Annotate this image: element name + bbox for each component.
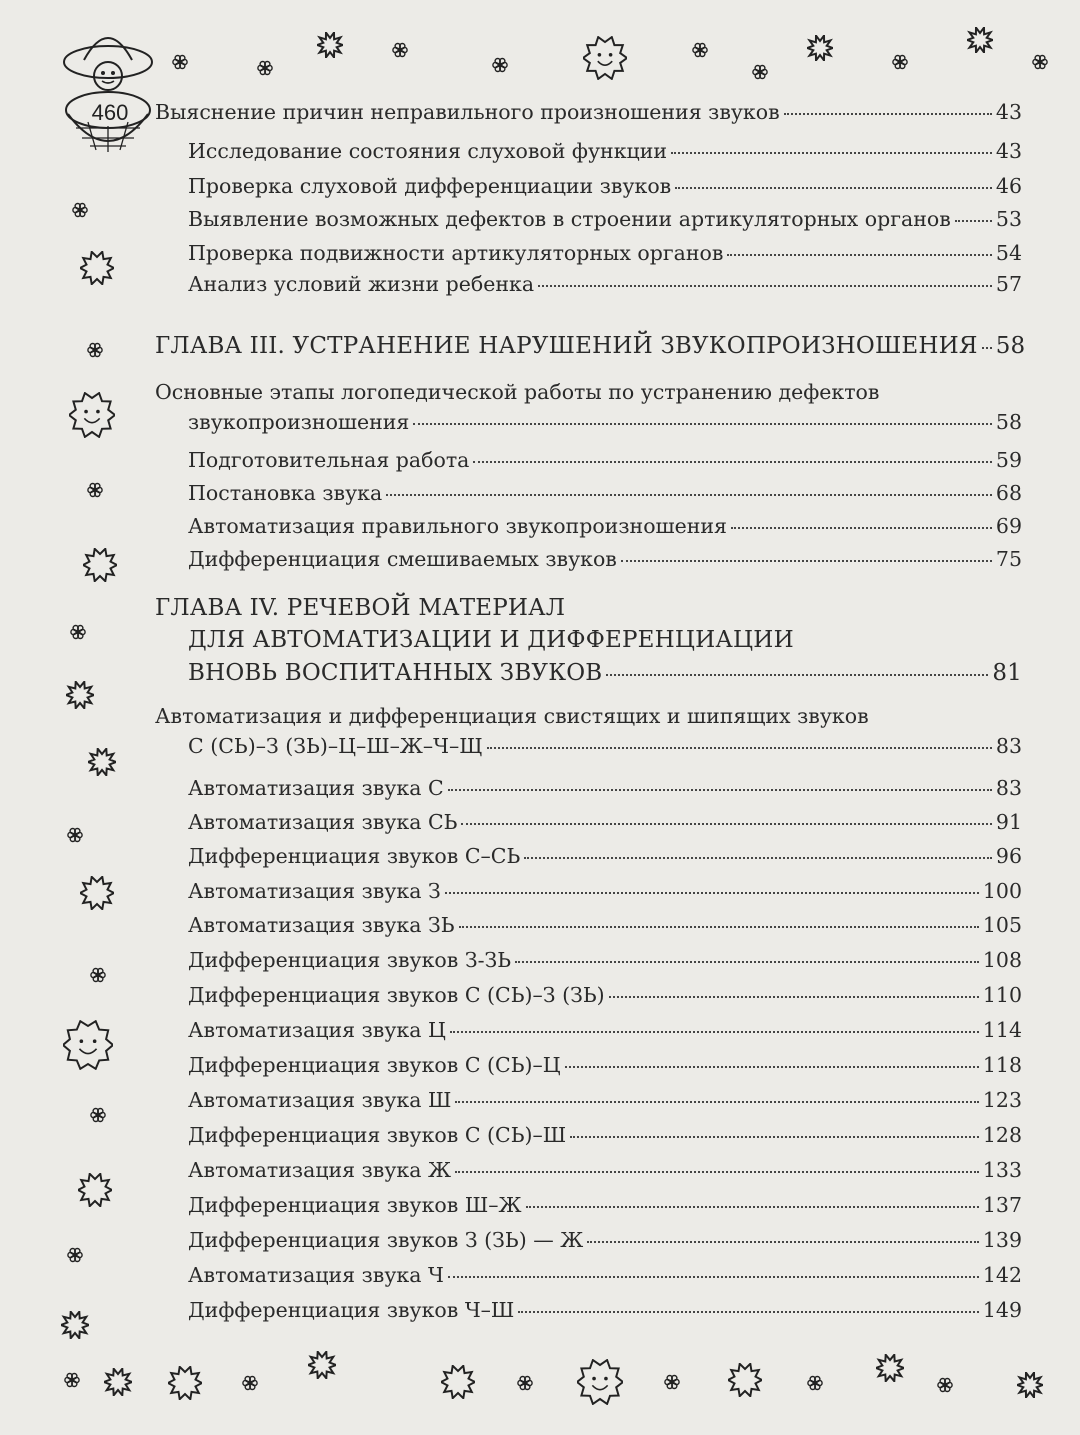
dot-leader <box>565 1066 979 1068</box>
dot-leader <box>784 113 992 115</box>
dot-leader <box>727 254 992 256</box>
dot-leader <box>675 187 992 189</box>
dot-leader <box>606 674 988 676</box>
toc-entry-title: Дифференциация звуков С (СЬ)–Ц <box>188 1052 561 1077</box>
dot-leader <box>455 1171 979 1173</box>
toc-entry-row[interactable] <box>188 1017 1022 1042</box>
dot-leader <box>386 494 992 496</box>
toc-entry-text: Автоматизация и дифференциация свистящих и шипящих звуков <box>155 703 869 728</box>
toc-entry-text: ГЛАВА IV. РЕЧЕВОЙ МАТЕРИАЛ <box>155 595 566 621</box>
toc-entry-title: Автоматизация звука Ц <box>188 1017 446 1042</box>
toc-entry-row[interactable] <box>188 173 1022 198</box>
dot-leader <box>982 347 992 349</box>
toc-page-number: 69 <box>995 513 1022 538</box>
toc-page-number: 110 <box>982 982 1022 1007</box>
dot-leader <box>955 220 992 222</box>
toc-page-number: 43 <box>995 99 1022 124</box>
toc-entry-row[interactable] <box>155 99 1022 124</box>
dot-leader <box>445 892 979 894</box>
toc-entry-row[interactable] <box>188 138 1022 163</box>
toc-page-number: 105 <box>982 912 1022 937</box>
toc-entry-row[interactable] <box>188 480 1022 505</box>
toc-entry-row[interactable] <box>188 775 1022 800</box>
page-number: 460 <box>91 100 129 125</box>
toc-entry-title: Выяснение причин неправильного произношения звуков <box>155 99 780 124</box>
toc-entry-title: Дифференциация звуков Ш–Ж <box>188 1192 522 1217</box>
toc-entry-row[interactable] <box>188 809 1022 834</box>
toc-page-number: 142 <box>982 1262 1022 1287</box>
toc-page-number: 43 <box>995 138 1022 163</box>
toc-entry-row[interactable] <box>188 843 1022 868</box>
dot-leader <box>473 461 992 463</box>
toc-entry-title: Выявление возможных дефектов в строении артикуляторных органов <box>188 206 951 231</box>
toc-entry-row[interactable] <box>188 206 1022 231</box>
toc-entry-title: Автоматизация звука Ж <box>188 1157 451 1182</box>
toc-entry-row[interactable] <box>188 1087 1022 1112</box>
dot-leader <box>413 423 992 425</box>
toc-entry-title: ГЛАВА III. УСТРАНЕНИЕ НАРУШЕНИЙ ЗВУКОПРОИЗНОШЕНИЯ <box>155 333 978 359</box>
dot-leader <box>448 789 992 791</box>
toc-entry-row[interactable] <box>188 271 1022 296</box>
toc-entry-title: Дифференциация смешиваемых звуков <box>188 546 617 571</box>
toc-entry-text: ДЛЯ АВТОМАТИЗАЦИИ И ДИФФЕРЕНЦИАЦИИ <box>188 627 794 653</box>
toc-entry-title: Дифференциация звуков Ч–Ш <box>188 1297 515 1322</box>
dot-leader <box>570 1136 979 1138</box>
dot-leader <box>538 285 992 287</box>
toc-page-number: 114 <box>982 1017 1022 1042</box>
toc-page-number: 100 <box>982 878 1022 903</box>
toc-page-number: 75 <box>995 546 1022 571</box>
toc-page-number: 83 <box>995 775 1022 800</box>
toc-page-number: 137 <box>982 1192 1022 1217</box>
toc-entry-title: звукопроизношения <box>188 409 410 434</box>
toc-entry-row[interactable] <box>188 513 1022 538</box>
toc-page-number: 128 <box>982 1122 1022 1147</box>
toc-entry-title: Автоматизация звука СЬ <box>188 809 458 834</box>
toc-entry-title: Исследование состояния слуховой функции <box>188 138 668 163</box>
dot-leader <box>587 1241 979 1243</box>
dot-leader <box>609 996 979 998</box>
toc-entry-row[interactable] <box>188 947 1022 972</box>
toc-entry-text: Основные этапы логопедической работы по устранению дефектов <box>155 379 880 404</box>
toc-page-number: 96 <box>995 843 1022 868</box>
toc-entry-row[interactable] <box>188 1227 1022 1252</box>
toc-entry-title: Автоматизация правильного звукопроизношения <box>188 513 727 538</box>
toc-entry-title: ВНОВЬ ВОСПИТАННЫХ ЗВУКОВ <box>188 660 603 686</box>
toc-chapter-row[interactable] <box>188 662 1022 685</box>
toc-entry-row[interactable] <box>188 1262 1022 1287</box>
toc-entry-row[interactable] <box>188 409 1022 434</box>
toc-entry-title: Анализ условий жизни ребенка <box>188 271 535 296</box>
toc-page-number: 68 <box>995 480 1022 505</box>
dot-leader <box>518 1311 979 1313</box>
toc-entry-row[interactable] <box>188 1192 1022 1217</box>
dot-leader <box>515 961 979 963</box>
toc-page-number: 59 <box>995 447 1022 472</box>
dot-leader <box>526 1206 979 1208</box>
dot-leader <box>461 823 991 825</box>
dot-leader <box>487 747 992 749</box>
toc-entry-title: Дифференциация звуков С (СЬ)–Ш <box>188 1122 567 1147</box>
toc-page-number: 139 <box>982 1227 1022 1252</box>
toc-page-number: 57 <box>995 271 1022 296</box>
toc-entry-title: Дифференциация звуков З-ЗЬ <box>188 947 512 972</box>
toc-entry-row[interactable] <box>188 912 1022 937</box>
dot-leader <box>671 152 992 154</box>
toc-entry-row[interactable] <box>188 240 1022 265</box>
toc-page-number: 81 <box>992 660 1022 686</box>
toc-page-number: 83 <box>995 733 1022 758</box>
toc-page-number: 58 <box>995 333 1026 359</box>
toc-entry-title: Проверка подвижности артикуляторных органов <box>188 240 724 265</box>
toc-page-number: 133 <box>982 1157 1022 1182</box>
dot-leader <box>450 1031 979 1033</box>
dot-leader <box>455 1101 979 1103</box>
toc-entry-row[interactable] <box>188 1157 1022 1182</box>
toc-entry-row[interactable] <box>188 733 1022 758</box>
dot-leader <box>459 926 979 928</box>
toc-entry-title: Дифференциация звуков С–СЬ <box>188 843 521 868</box>
toc-entry-row[interactable] <box>188 982 1022 1007</box>
toc-entry-row[interactable] <box>188 1122 1022 1147</box>
toc-entry-row[interactable] <box>188 878 1022 903</box>
toc-entry-title: Подготовительная работа <box>188 447 470 472</box>
toc-entry-title: Проверка слуховой дифференциации звуков <box>188 173 672 198</box>
toc-entry-title: Автоматизация звука Ш <box>188 1087 452 1112</box>
toc-page-number: 54 <box>995 240 1022 265</box>
toc-page-number: 118 <box>982 1052 1022 1077</box>
toc-entry-row[interactable] <box>188 546 1022 571</box>
dot-leader <box>731 527 992 529</box>
toc-chapter-row[interactable] <box>155 333 1026 359</box>
toc-entry-title: Дифференциация звуков С (СЬ)–З (ЗЬ) <box>188 982 605 1007</box>
toc-entry-title: Постановка звука <box>188 480 383 505</box>
toc-page-number: 91 <box>995 809 1022 834</box>
toc-entry-title: Автоматизация звука З <box>188 878 441 903</box>
toc-entry-title: С (СЬ)–З (ЗЬ)–Ц–Ш–Ж–Ч–Щ <box>188 733 483 758</box>
dot-leader <box>621 560 992 562</box>
toc-page-number: 108 <box>982 947 1022 972</box>
dot-leader <box>524 857 992 859</box>
toc-page-number: 123 <box>982 1087 1022 1112</box>
toc-entry-title: Дифференциация звуков З (ЗЬ) — Ж <box>188 1227 584 1252</box>
toc-entry-row[interactable] <box>188 1297 1022 1322</box>
toc-page-number: 46 <box>995 173 1022 198</box>
toc-entry-row[interactable] <box>188 447 1022 472</box>
toc-page-number: 58 <box>995 409 1022 434</box>
toc-entry-title: Автоматизация звука С <box>188 775 444 800</box>
toc-entry-title: Автоматизация звука ЗЬ <box>188 912 455 937</box>
toc-entry-title: Автоматизация звука Ч <box>188 1262 444 1287</box>
toc-page-number: 53 <box>995 206 1022 231</box>
toc-entry-row[interactable] <box>188 1052 1022 1077</box>
dot-leader <box>448 1276 979 1278</box>
toc-page-number: 149 <box>982 1297 1022 1322</box>
